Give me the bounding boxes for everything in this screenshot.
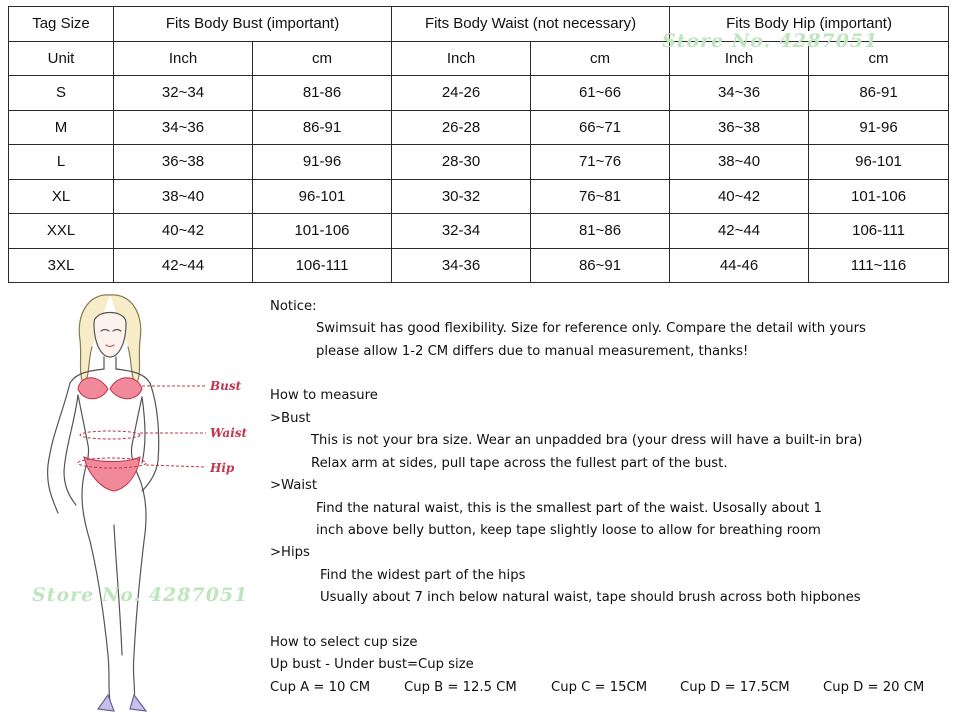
unit-cell: cm bbox=[531, 41, 670, 76]
cup-size-item: Cup A = 10 CM bbox=[270, 680, 371, 695]
bust-label: Bust bbox=[210, 379, 242, 393]
value-cell: 106-111 bbox=[809, 214, 949, 249]
value-cell: 34-36 bbox=[392, 248, 531, 283]
size-cell: L bbox=[9, 145, 114, 180]
cup-size-item: Cup D = 17.5CM bbox=[680, 680, 790, 695]
value-cell: 101-106 bbox=[253, 214, 392, 249]
size-cell: M bbox=[9, 110, 114, 145]
bust-instruction: This is not your bra size. Wear an unpadded bra (your dress will have a built-in bra) bbox=[311, 433, 863, 448]
unit-cell: Inch bbox=[670, 41, 809, 76]
cup-size-item: Cup D = 20 CM bbox=[823, 680, 925, 695]
table-row bbox=[9, 145, 949, 180]
value-cell: 96-101 bbox=[809, 145, 949, 180]
waist-label: Waist bbox=[210, 426, 248, 440]
store-watermark: Store No. 4287051 bbox=[662, 30, 879, 52]
hip-label: Hip bbox=[210, 461, 235, 475]
header-tag-size: Tag Size bbox=[9, 7, 114, 42]
value-cell: 36~38 bbox=[114, 145, 253, 180]
cup-size-formula: Up bust - Under bust=Cup size bbox=[270, 657, 474, 672]
value-cell: 96-101 bbox=[253, 179, 392, 214]
unit-cell: Inch bbox=[114, 41, 253, 76]
waist-instruction: inch above belly button, keep tape slightly loose to allow for breathing room bbox=[316, 523, 821, 538]
hips-heading: >Hips bbox=[270, 545, 310, 560]
value-cell: 32~34 bbox=[114, 76, 253, 111]
value-cell: 86~91 bbox=[531, 248, 670, 283]
unit-cell: cm bbox=[253, 41, 392, 76]
notice-line: Swimsuit has good flexibility. Size for reference only. Compare the detail with yours bbox=[316, 321, 866, 336]
value-cell: 30-32 bbox=[392, 179, 531, 214]
value-cell: 34~36 bbox=[670, 76, 809, 111]
waist-heading: >Waist bbox=[270, 478, 318, 493]
value-cell: 106-111 bbox=[253, 248, 392, 283]
value-cell: 28-30 bbox=[392, 145, 531, 180]
value-cell: 24-26 bbox=[392, 76, 531, 111]
bust-heading: >Bust bbox=[270, 411, 311, 426]
notice-title: Notice: bbox=[270, 299, 317, 314]
header-hip: Fits Body Hip (important) bbox=[670, 7, 949, 42]
size-cell: XXL bbox=[9, 214, 114, 249]
notice-line: please allow 1-2 CM differs due to manual measurement, thanks! bbox=[316, 344, 749, 359]
size-cell: 3XL bbox=[9, 248, 114, 283]
table-row bbox=[9, 110, 949, 145]
cup-size-title: How to select cup size bbox=[270, 635, 418, 650]
size-cell: S bbox=[9, 76, 114, 111]
value-cell: 34~36 bbox=[114, 110, 253, 145]
value-cell: 44-46 bbox=[670, 248, 809, 283]
how-to-measure-title: How to measure bbox=[270, 388, 378, 403]
header-bust: Fits Body Bust (important) bbox=[114, 7, 392, 42]
bust-instruction: Relax arm at sides, pull tape across the fullest part of the bust. bbox=[311, 456, 728, 471]
value-cell: 71~76 bbox=[531, 145, 670, 180]
unit-cell: cm bbox=[809, 41, 949, 76]
hips-instruction: Find the widest part of the hips bbox=[320, 568, 526, 583]
value-cell: 32-34 bbox=[392, 214, 531, 249]
cup-size-item: Cup C = 15CM bbox=[551, 680, 648, 695]
value-cell: 42~44 bbox=[670, 214, 809, 249]
value-cell: 61~66 bbox=[531, 76, 670, 111]
header-waist: Fits Body Waist (not necessary) bbox=[392, 7, 670, 42]
value-cell: 86-91 bbox=[809, 76, 949, 111]
value-cell: 86-91 bbox=[253, 110, 392, 145]
body-measurement-figure bbox=[18, 285, 268, 715]
value-cell: 40~42 bbox=[670, 179, 809, 214]
value-cell: 42~44 bbox=[114, 248, 253, 283]
value-cell: 38~40 bbox=[670, 145, 809, 180]
value-cell: 38~40 bbox=[114, 179, 253, 214]
table-row bbox=[9, 248, 949, 283]
unit-cell: Inch bbox=[392, 41, 531, 76]
woman-figure-illustration bbox=[18, 285, 268, 715]
value-cell: 101-106 bbox=[809, 179, 949, 214]
value-cell: 36~38 bbox=[670, 110, 809, 145]
table-row bbox=[9, 76, 949, 111]
waist-instruction: Find the natural waist, this is the smallest part of the waist. Usosally about 1 bbox=[316, 501, 823, 516]
value-cell: 111~116 bbox=[809, 248, 949, 283]
value-cell: 81~86 bbox=[531, 214, 670, 249]
hips-instruction: Usually about 7 inch below natural waist, tape should brush across both hipbones bbox=[320, 590, 861, 605]
table-row bbox=[9, 214, 949, 249]
size-cell: XL bbox=[9, 179, 114, 214]
value-cell: 76~81 bbox=[531, 179, 670, 214]
cup-size-item: Cup B = 12.5 CM bbox=[404, 680, 517, 695]
value-cell: 91-96 bbox=[253, 145, 392, 180]
store-watermark: Store No. 4287051 bbox=[32, 584, 249, 606]
value-cell: 66~71 bbox=[531, 110, 670, 145]
unit-cell: Unit bbox=[9, 41, 114, 76]
table-row bbox=[9, 179, 949, 214]
value-cell: 91-96 bbox=[809, 110, 949, 145]
value-cell: 81-86 bbox=[253, 76, 392, 111]
value-cell: 26-28 bbox=[392, 110, 531, 145]
value-cell: 40~42 bbox=[114, 214, 253, 249]
